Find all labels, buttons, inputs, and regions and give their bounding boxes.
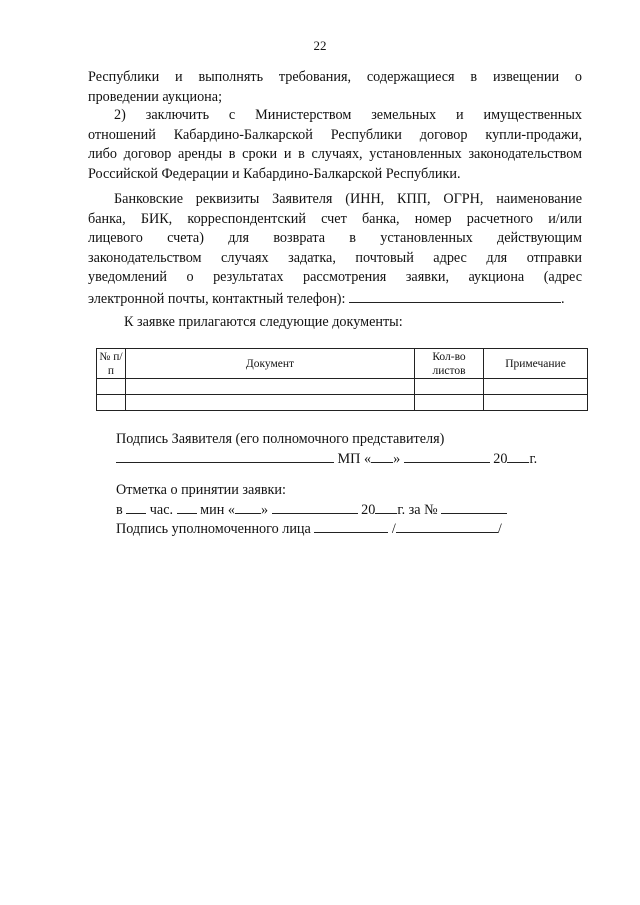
table-cell[interactable] [126,379,415,395]
text-line: Банковские реквизиты Заявителя (ИНН, КПП, ОГРН, наименование [114,191,582,207]
applicant-signature-line: МП « » 20 г. [116,448,537,470]
column-header-document: Документ [126,349,415,379]
month-blank[interactable] [404,448,490,463]
text-line: электронной почты, контактный телефон): . [88,288,582,310]
paragraph-bank-details [88,190,582,310]
text-line: законодательством случаях задатка, почтовый адрес для отправки [88,249,582,266]
authorized-signature-blank[interactable] [314,518,388,533]
text-line: уведомлений о результатах рассмотрения заявки, аукциона (адрес [88,269,582,286]
text-line: 2) заключить с Министерством земельных и имущественных [114,107,582,123]
paragraph-contract [88,106,582,184]
attachments-heading: К заявке прилагаются следующие документы: [124,314,403,330]
table-cell[interactable] [97,379,126,395]
text-line: проведении аукциона; [88,88,223,105]
hours-blank[interactable] [126,499,146,514]
table-cell[interactable] [415,379,484,395]
page-number: 22 [313,38,327,53]
applicant-signature-label: Подпись Заявителя (его полномочного представителя) [116,431,445,447]
text-line: банка, БИК, корреспондентский счет банка, номер расчетного и/или [88,210,582,227]
column-header-note: Примечание [484,349,588,379]
day-blank[interactable] [371,448,393,463]
text-line: лицевого счета) для возврата в установленных действующим [88,230,582,247]
table-header-row [97,349,588,379]
year-blank[interactable] [375,499,397,514]
column-header-number: № п/п [97,349,126,379]
paragraph-obligations [88,68,582,107]
acceptance-heading: Отметка о принятии заявки: [116,482,286,498]
table-cell[interactable] [484,379,588,395]
table-row [97,379,588,395]
signature-blank[interactable] [116,448,334,463]
table-cell[interactable] [484,395,588,411]
table-row [97,395,588,411]
table-cell[interactable] [97,395,126,411]
minutes-blank[interactable] [177,499,197,514]
day-blank[interactable] [235,499,261,514]
year-blank[interactable] [507,448,529,463]
contact-blank-line[interactable] [349,288,561,303]
month-blank[interactable] [272,499,358,514]
authorized-name-blank[interactable] [396,518,498,533]
column-header-sheets: Кол-во листов [415,349,484,379]
table-cell[interactable] [415,395,484,411]
text-line: отношений Кабардино-Балкарской Республики договор купли-продажи, [88,126,582,143]
table-cell[interactable] [126,395,415,411]
authorized-signature-line: Подпись уполномоченного лица / / [116,518,502,540]
number-blank[interactable] [441,499,507,514]
acceptance-time-line: в час. мин « » 20 г. за № [116,499,507,521]
text-line: либо договор аренды в сроки и в случаях, установленных законодательством [88,146,582,163]
text-line: Российской Федерации и Кабардино-Балкарской Республики. [88,165,461,182]
documents-table [96,348,588,411]
text-line: Республики и выполнять требования, содержащиеся в извещении о [88,69,582,85]
